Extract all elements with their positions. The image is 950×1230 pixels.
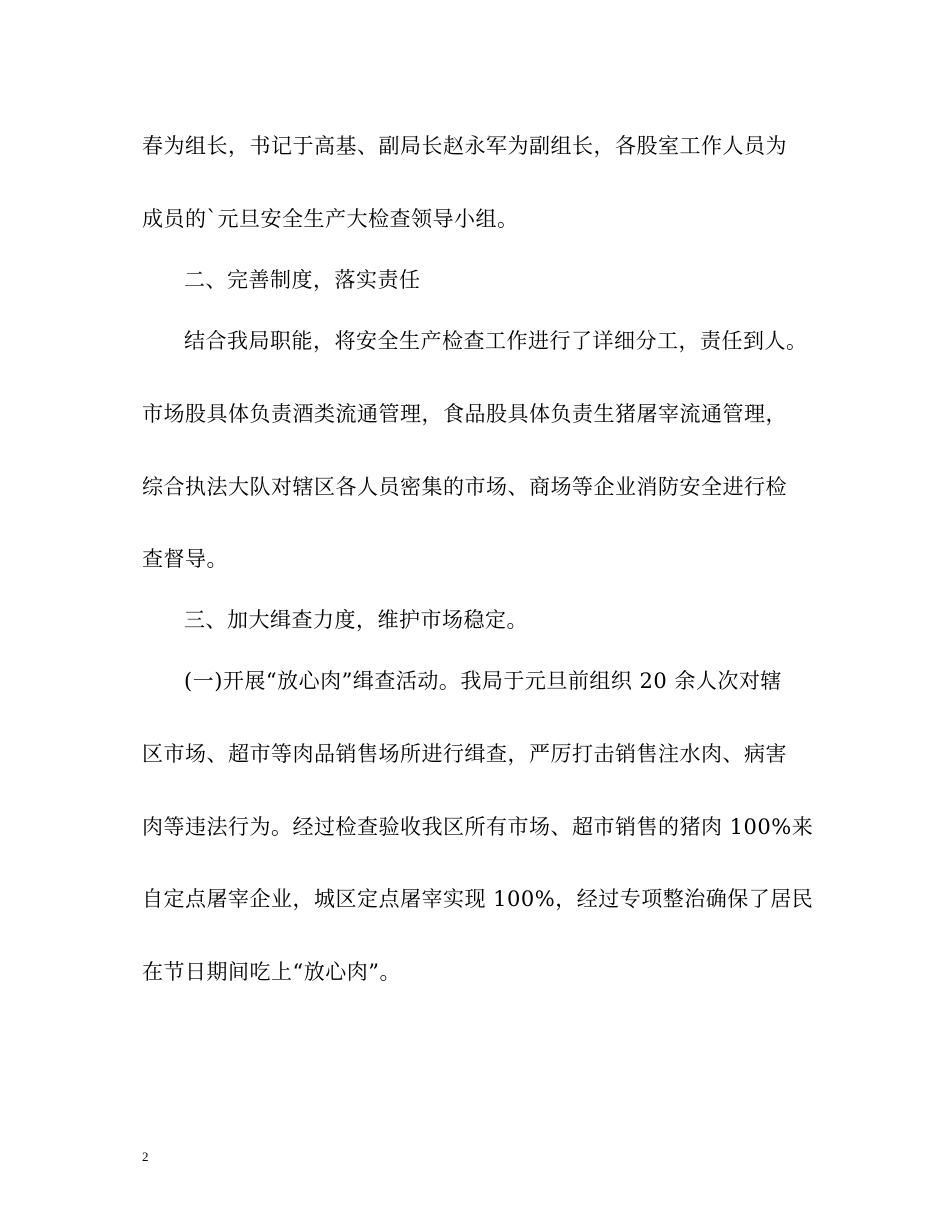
paragraph-line: 市场股具体负责酒类流通管理，食品股具体负责生猪屠宰流通管理， [142, 402, 787, 426]
paragraph-line: 成员的`元旦安全生产大检查领导小组。 [142, 207, 519, 231]
section-heading: 二、完善制度，落实责任 [184, 268, 421, 292]
paragraph-line: 查督导。 [142, 547, 228, 571]
page-number: 2 [142, 1149, 149, 1164]
paragraph-line: 区市场、超市等肉品销售场所进行缉查，严厉打击销售注水肉、病害 [142, 742, 787, 766]
paragraph-line: 肉等违法行为。经过检查验收我区所有市场、超市销售的猪肉 100%来 [142, 815, 814, 839]
paragraph-line: 自定点屠宰企业，城区定点屠宰实现 100%，经过专项整治确保了居民 [142, 887, 814, 911]
paragraph-line: (一)开展“放心肉”缉查活动。我局于元旦前组织 20 余人次对辖 [184, 669, 782, 693]
paragraph-line: 春为组长，书记于高基、副局长赵永军为副组长，各股室工作人员为 [142, 134, 787, 158]
paragraph-line: 结合我局职能，将安全生产检查工作进行了详细分工，责任到人。 [184, 329, 808, 353]
paragraph-line: 综合执法大队对辖区各人员密集的市场、商场等企业消防安全进行检 [142, 475, 787, 499]
paragraph-line: 在节日期间吃上“放心肉”。 [142, 960, 401, 984]
section-heading: 三、加大缉查力度，维护市场稳定。 [184, 608, 528, 632]
